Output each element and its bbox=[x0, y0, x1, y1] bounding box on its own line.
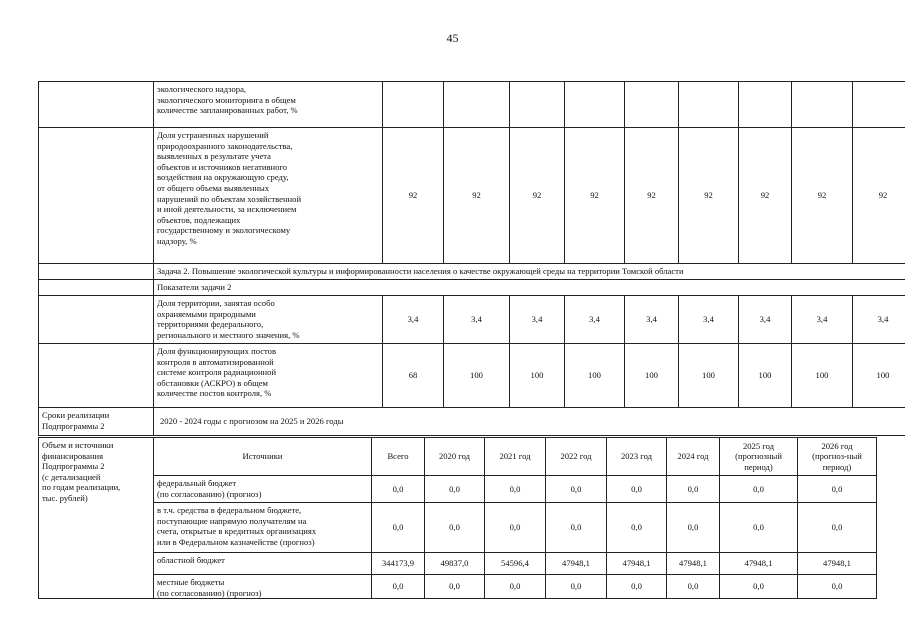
terms-row bbox=[39, 408, 905, 436]
row-side-empty bbox=[39, 128, 154, 264]
finance-value: 0,0 bbox=[485, 476, 546, 503]
indicator-value bbox=[444, 82, 510, 128]
finance-value: 47948,1 bbox=[798, 553, 877, 575]
finance-value: 47948,1 bbox=[546, 553, 607, 575]
task-2-heading: Задача 2. Повышение экологической культуры и информированности населения о качестве окружающей среды на территории Томской области bbox=[154, 264, 905, 280]
indicator-value: 100 bbox=[739, 344, 792, 408]
finance-value: 0,0 bbox=[372, 476, 425, 503]
finance-value: 0,0 bbox=[798, 476, 877, 503]
indicator-value: 100 bbox=[510, 344, 565, 408]
finance-value: 344173,9 bbox=[372, 553, 425, 575]
indicator-value: 100 bbox=[625, 344, 679, 408]
indicator-row bbox=[39, 128, 905, 264]
finance-value: 0,0 bbox=[607, 476, 667, 503]
indicator-value: 92 bbox=[383, 128, 444, 264]
indicators-heading: Показатели задачи 2 bbox=[154, 280, 905, 296]
indicator-value bbox=[792, 82, 853, 128]
finance-value: 54596,4 bbox=[485, 553, 546, 575]
indicator-value: 3,4 bbox=[739, 296, 792, 344]
indicator-value: 3,4 bbox=[565, 296, 625, 344]
row-side-empty bbox=[39, 296, 154, 344]
finance-row bbox=[39, 503, 877, 553]
indicator-name: экологического надзора, экологического мониторинга в общем количестве запланированных работ, % bbox=[154, 82, 383, 128]
indicator-value: 100 bbox=[565, 344, 625, 408]
finance-value: 0,0 bbox=[425, 476, 485, 503]
finance-value: 0,0 bbox=[667, 476, 720, 503]
indicator-value: 92 bbox=[679, 128, 739, 264]
indicator-value bbox=[565, 82, 625, 128]
indicator-value bbox=[739, 82, 792, 128]
indicator-value: 92 bbox=[739, 128, 792, 264]
task-row bbox=[39, 264, 905, 280]
finance-header-row bbox=[39, 438, 877, 476]
indicator-value bbox=[510, 82, 565, 128]
indicator-row bbox=[39, 82, 905, 128]
finance-source: в т.ч. средства в федеральном бюджете, поступающие напрямую получателям на счета, открытые в кредитных организациях или в Федеральном казначействе (прогноз) bbox=[154, 503, 372, 553]
finance-value: 0,0 bbox=[425, 503, 485, 553]
finance-label: Объем и источники финансирования Подпрограммы 2 (с детализацией по годам реализации, тыс. рублей) bbox=[39, 438, 154, 599]
row-side-empty bbox=[39, 264, 154, 280]
finance-value: 47948,1 bbox=[607, 553, 667, 575]
finance-value: 0,0 bbox=[372, 575, 425, 599]
finance-value: 0,0 bbox=[798, 503, 877, 553]
finance-value: 0,0 bbox=[720, 575, 798, 599]
finance-value: 0,0 bbox=[485, 575, 546, 599]
indicator-value: 3,4 bbox=[792, 296, 853, 344]
indicator-row bbox=[39, 344, 905, 408]
finance-value: 0,0 bbox=[546, 503, 607, 553]
indicator-value: 92 bbox=[444, 128, 510, 264]
finance-table bbox=[38, 437, 877, 599]
finance-value: 0,0 bbox=[546, 575, 607, 599]
finance-value: 0,0 bbox=[372, 503, 425, 553]
indicator-value: 100 bbox=[679, 344, 739, 408]
finance-source: местные бюджеты (по согласованию) (прогноз) bbox=[154, 575, 372, 599]
indicator-value bbox=[625, 82, 679, 128]
finance-value: 0,0 bbox=[485, 503, 546, 553]
indicator-value: 100 bbox=[792, 344, 853, 408]
finance-value: 0,0 bbox=[607, 503, 667, 553]
indicator-value: 3,4 bbox=[510, 296, 565, 344]
finance-row bbox=[39, 553, 877, 575]
finance-source: областной бюджет bbox=[154, 553, 372, 575]
finance-value: 0,0 bbox=[720, 503, 798, 553]
finance-header: 2022 год bbox=[546, 438, 607, 476]
finance-header: 2023 год bbox=[607, 438, 667, 476]
indicator-name: Доля устраненных нарушений природоохранного законодательства, выявленных в результате учета объектов и источников негативного воздействия на окружающую среду, от общего объема выявленных нарушений по объектам хозяйственной и иной деятельности, за исключением объектов, подлежащих государственному и экологическому надзору, % bbox=[154, 128, 383, 264]
finance-header: 2026 год (прогноз-ный период) bbox=[798, 438, 877, 476]
row-side-empty bbox=[39, 280, 154, 296]
finance-source: федеральный бюджет (по согласованию) (прогноз) bbox=[154, 476, 372, 503]
finance-value: 0,0 bbox=[425, 575, 485, 599]
finance-value: 49837,0 bbox=[425, 553, 485, 575]
indicator-value: 3,4 bbox=[444, 296, 510, 344]
finance-header: 2024 год bbox=[667, 438, 720, 476]
finance-row bbox=[39, 476, 877, 503]
finance-value: 0,0 bbox=[607, 575, 667, 599]
finance-header: Источники bbox=[154, 438, 372, 476]
indicator-value: 3,4 bbox=[679, 296, 739, 344]
indicator-name: Доля территории, занятая особо охраняемыми природными территориями федерального, регионального и местного значения, % bbox=[154, 296, 383, 344]
row-side-empty bbox=[39, 344, 154, 408]
finance-value: 0,0 bbox=[798, 575, 877, 599]
indicator-value: 92 bbox=[565, 128, 625, 264]
terms-value: 2020 - 2024 годы с прогнозом на 2025 и 2026 годы bbox=[154, 408, 905, 436]
indicators-heading-row bbox=[39, 280, 905, 296]
indicator-value: 100 bbox=[444, 344, 510, 408]
finance-header: Всего bbox=[372, 438, 425, 476]
indicator-value: 92 bbox=[625, 128, 679, 264]
finance-value: 0,0 bbox=[667, 575, 720, 599]
finance-header: 2020 год bbox=[425, 438, 485, 476]
indicator-value: 68 bbox=[383, 344, 444, 408]
page-number: 45 bbox=[446, 31, 459, 45]
indicator-value: 3,4 bbox=[625, 296, 679, 344]
finance-value: 47948,1 bbox=[720, 553, 798, 575]
indicator-value: 3,4 bbox=[853, 296, 905, 344]
terms-label: Сроки реализации Подпрограммы 2 bbox=[39, 408, 154, 436]
indicators-table bbox=[38, 81, 905, 436]
indicator-value bbox=[679, 82, 739, 128]
indicator-value bbox=[853, 82, 905, 128]
finance-row bbox=[39, 575, 877, 599]
finance-value: 0,0 bbox=[546, 476, 607, 503]
finance-header: 2021 год bbox=[485, 438, 546, 476]
indicator-name: Доля функционирующих постов контроля в автоматизированной системе контроля радиационной обстановки (АСКРО) в общем количестве постов контроля, % bbox=[154, 344, 383, 408]
indicator-value: 92 bbox=[792, 128, 853, 264]
indicator-value: 92 bbox=[510, 128, 565, 264]
finance-value: 0,0 bbox=[667, 503, 720, 553]
row-side-empty bbox=[39, 82, 154, 128]
finance-header: 2025 год (прогнозный период) bbox=[720, 438, 798, 476]
indicator-value bbox=[383, 82, 444, 128]
finance-value: 47948,1 bbox=[667, 553, 720, 575]
indicator-row bbox=[39, 296, 905, 344]
indicator-value: 100 bbox=[853, 344, 905, 408]
indicator-value: 92 bbox=[853, 128, 905, 264]
finance-value: 0,0 bbox=[720, 476, 798, 503]
indicator-value: 3,4 bbox=[383, 296, 444, 344]
